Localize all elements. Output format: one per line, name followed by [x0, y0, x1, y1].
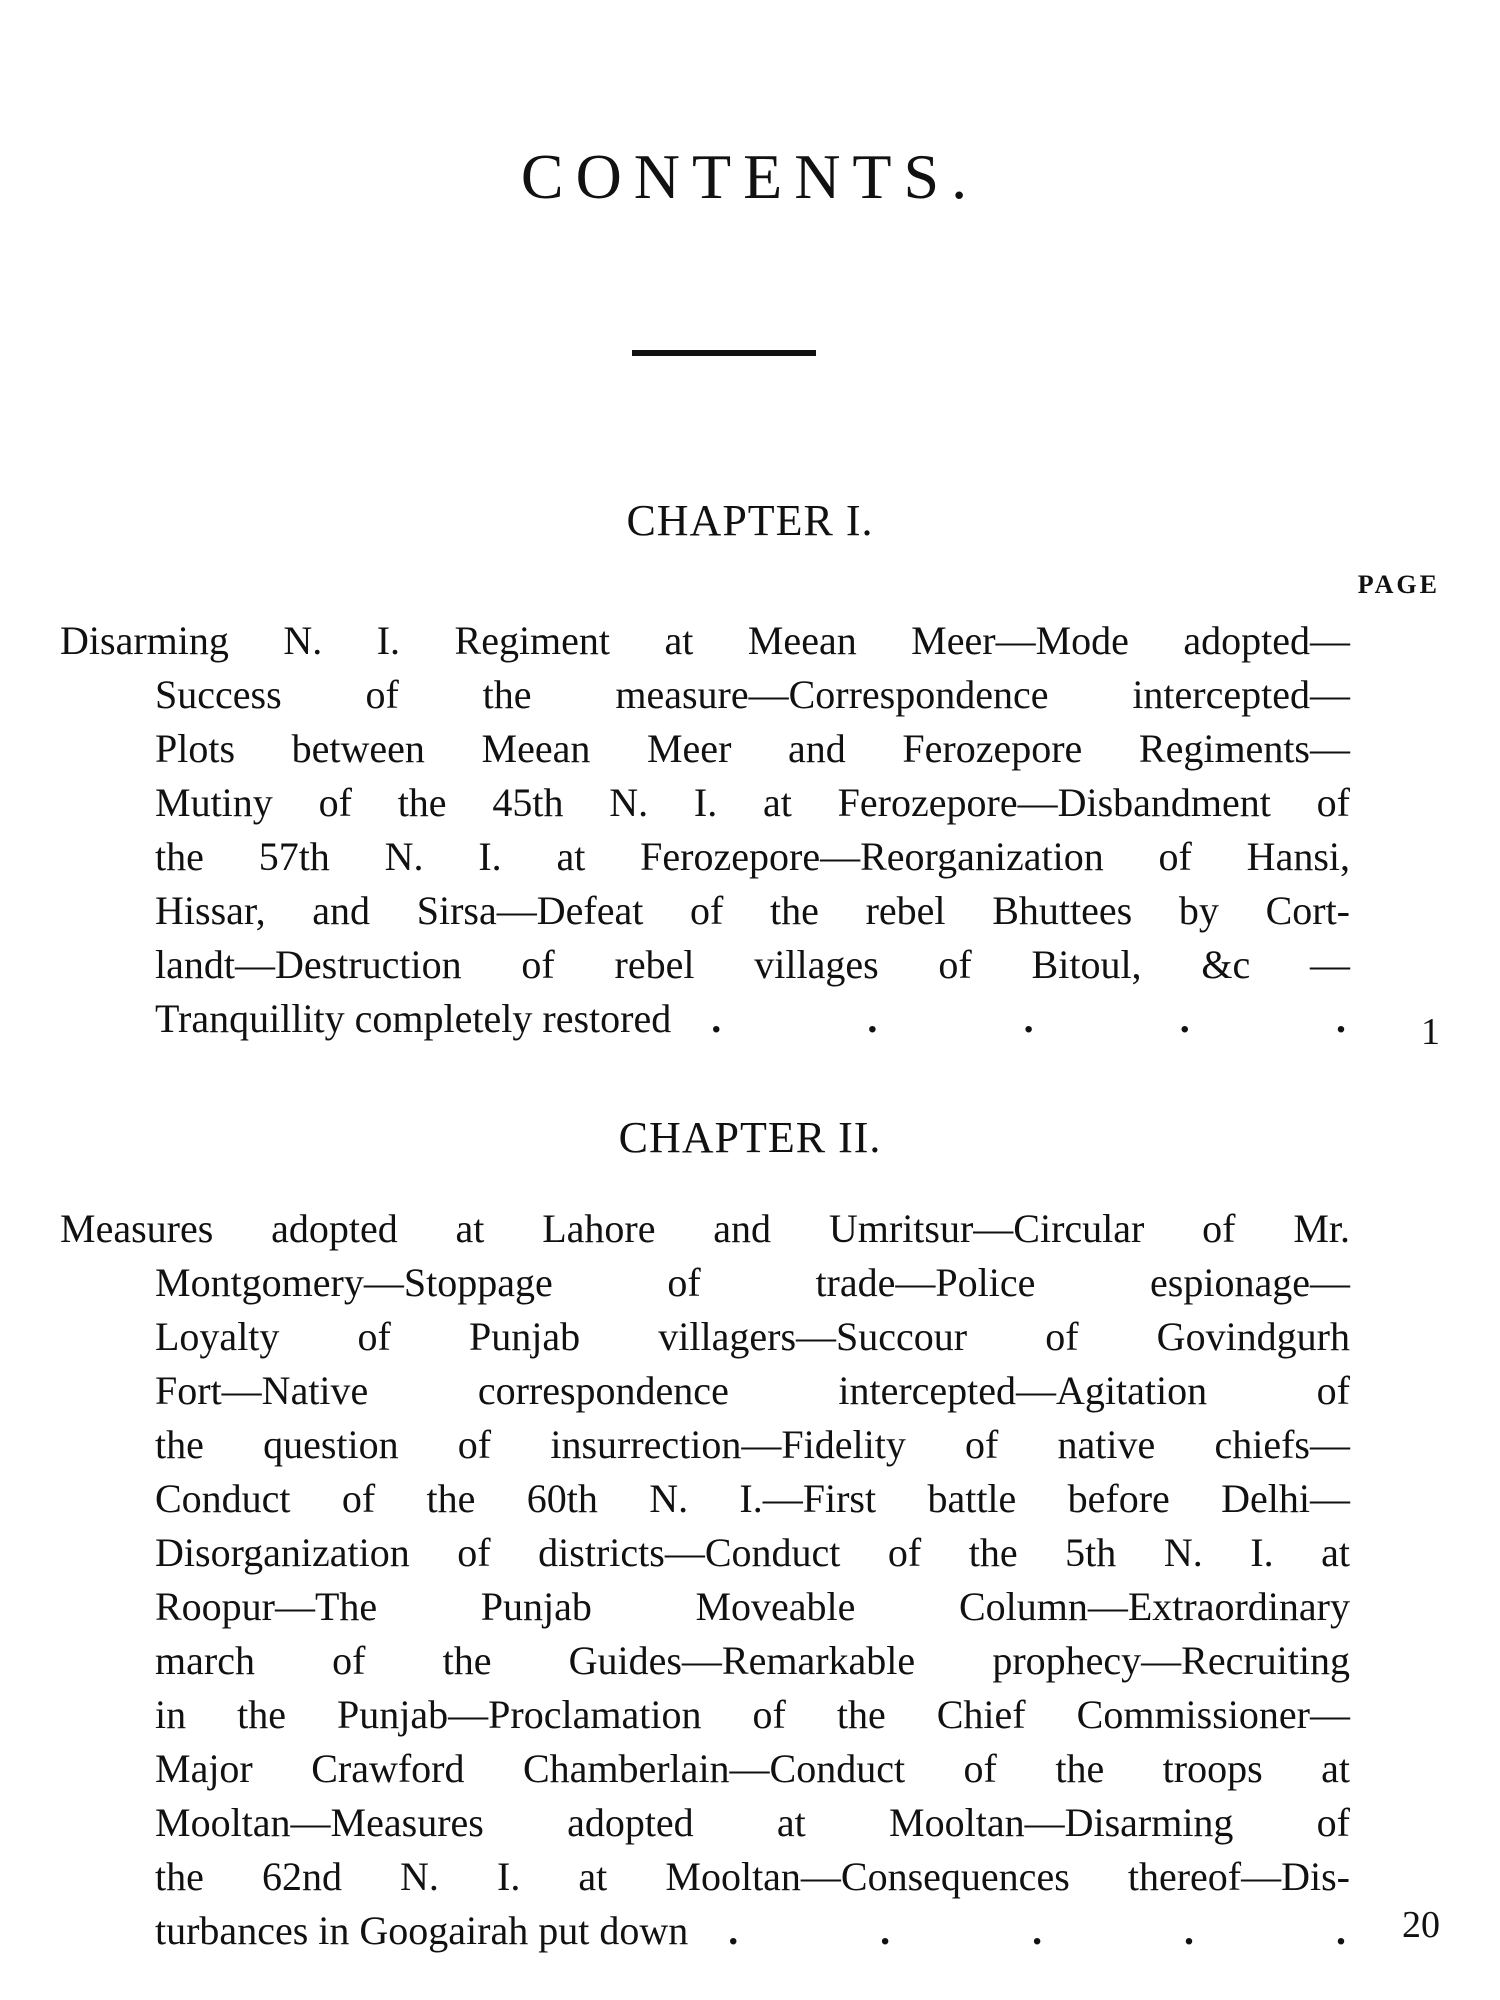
summary-line: Disarming N. I. Regiment at Meean Meer—Mode adopted—	[60, 618, 1350, 663]
summary-line: Hissar, and Sirsa—Defeat of the rebel Bhuttees by Cort-	[155, 888, 1350, 933]
summary-line: the question of insurrection—Fidelity of native chiefs—	[155, 1422, 1350, 1467]
summary-line-text: Tranquillity completely restored	[155, 996, 672, 1041]
summary-line: the 57th N. I. at Ferozepore—Reorganization of Hansi,	[155, 834, 1350, 879]
summary-line: Mutiny of the 45th N. I. at Ferozepore—Disbandment of	[155, 780, 1350, 825]
summary-line: Disorganization of districts—Conduct of the 5th N. I. at	[155, 1530, 1350, 1575]
summary-line: Plots between Meean Meer and Ferozepore Regiments—	[155, 726, 1350, 771]
chapter-1-summary	[60, 614, 1350, 1046]
chapter-2-summary	[60, 1202, 1350, 1958]
summary-line: Roopur—The Punjab Moveable Column—Extraordinary	[155, 1584, 1350, 1629]
summary-line: Fort—Native correspondence intercepted—Agitation of	[155, 1368, 1350, 1413]
summary-line: Measures adopted at Lahore and Umritsur—Circular of Mr.	[60, 1206, 1350, 1251]
summary-line-text: turbances in Googairah put down	[155, 1908, 689, 1953]
summary-line: the 62nd N. I. at Mooltan—Consequences thereof—Dis-	[155, 1854, 1350, 1899]
summary-line-final	[60, 1904, 1350, 1958]
page-title: CONTENTS.	[520, 141, 980, 212]
summary-line: in the Punjab—Proclamation of the Chief Commissioner—	[155, 1692, 1350, 1737]
page-column-label: PAGE	[1357, 570, 1440, 599]
chapter-2-page-number: 20	[1402, 1904, 1440, 1946]
chapter-1-page-number: 1	[1421, 1011, 1440, 1053]
summary-line: landt—Destruction of rebel villages of Bitoul, &c —	[155, 942, 1350, 987]
summary-line: Conduct of the 60th N. I.—First battle before Delhi—	[155, 1476, 1350, 1521]
summary-line: Mooltan—Measures adopted at Mooltan—Disarming of	[155, 1800, 1350, 1845]
summary-line: Major Crawford Chamberlain—Conduct of the troops at	[155, 1746, 1350, 1791]
summary-line: Loyalty of Punjab villagers—Succour of Govindgurh	[155, 1314, 1350, 1359]
summary-line: Success of the measure—Correspondence intercepted—	[155, 672, 1350, 717]
summary-line-final	[60, 992, 1350, 1046]
summary-line: march of the Guides—Remarkable prophecy—Recruiting	[155, 1638, 1350, 1683]
summary-line: Montgomery—Stoppage of trade—Police espionage—	[155, 1260, 1350, 1305]
title-rule	[632, 350, 816, 356]
dot-leader: . . . . .	[711, 996, 1346, 1041]
chapter-2-heading: CHAPTER II.	[618, 1113, 882, 1162]
dot-leader: . . . . .	[728, 1908, 1346, 1953]
chapter-1-heading: CHAPTER I.	[626, 496, 874, 545]
